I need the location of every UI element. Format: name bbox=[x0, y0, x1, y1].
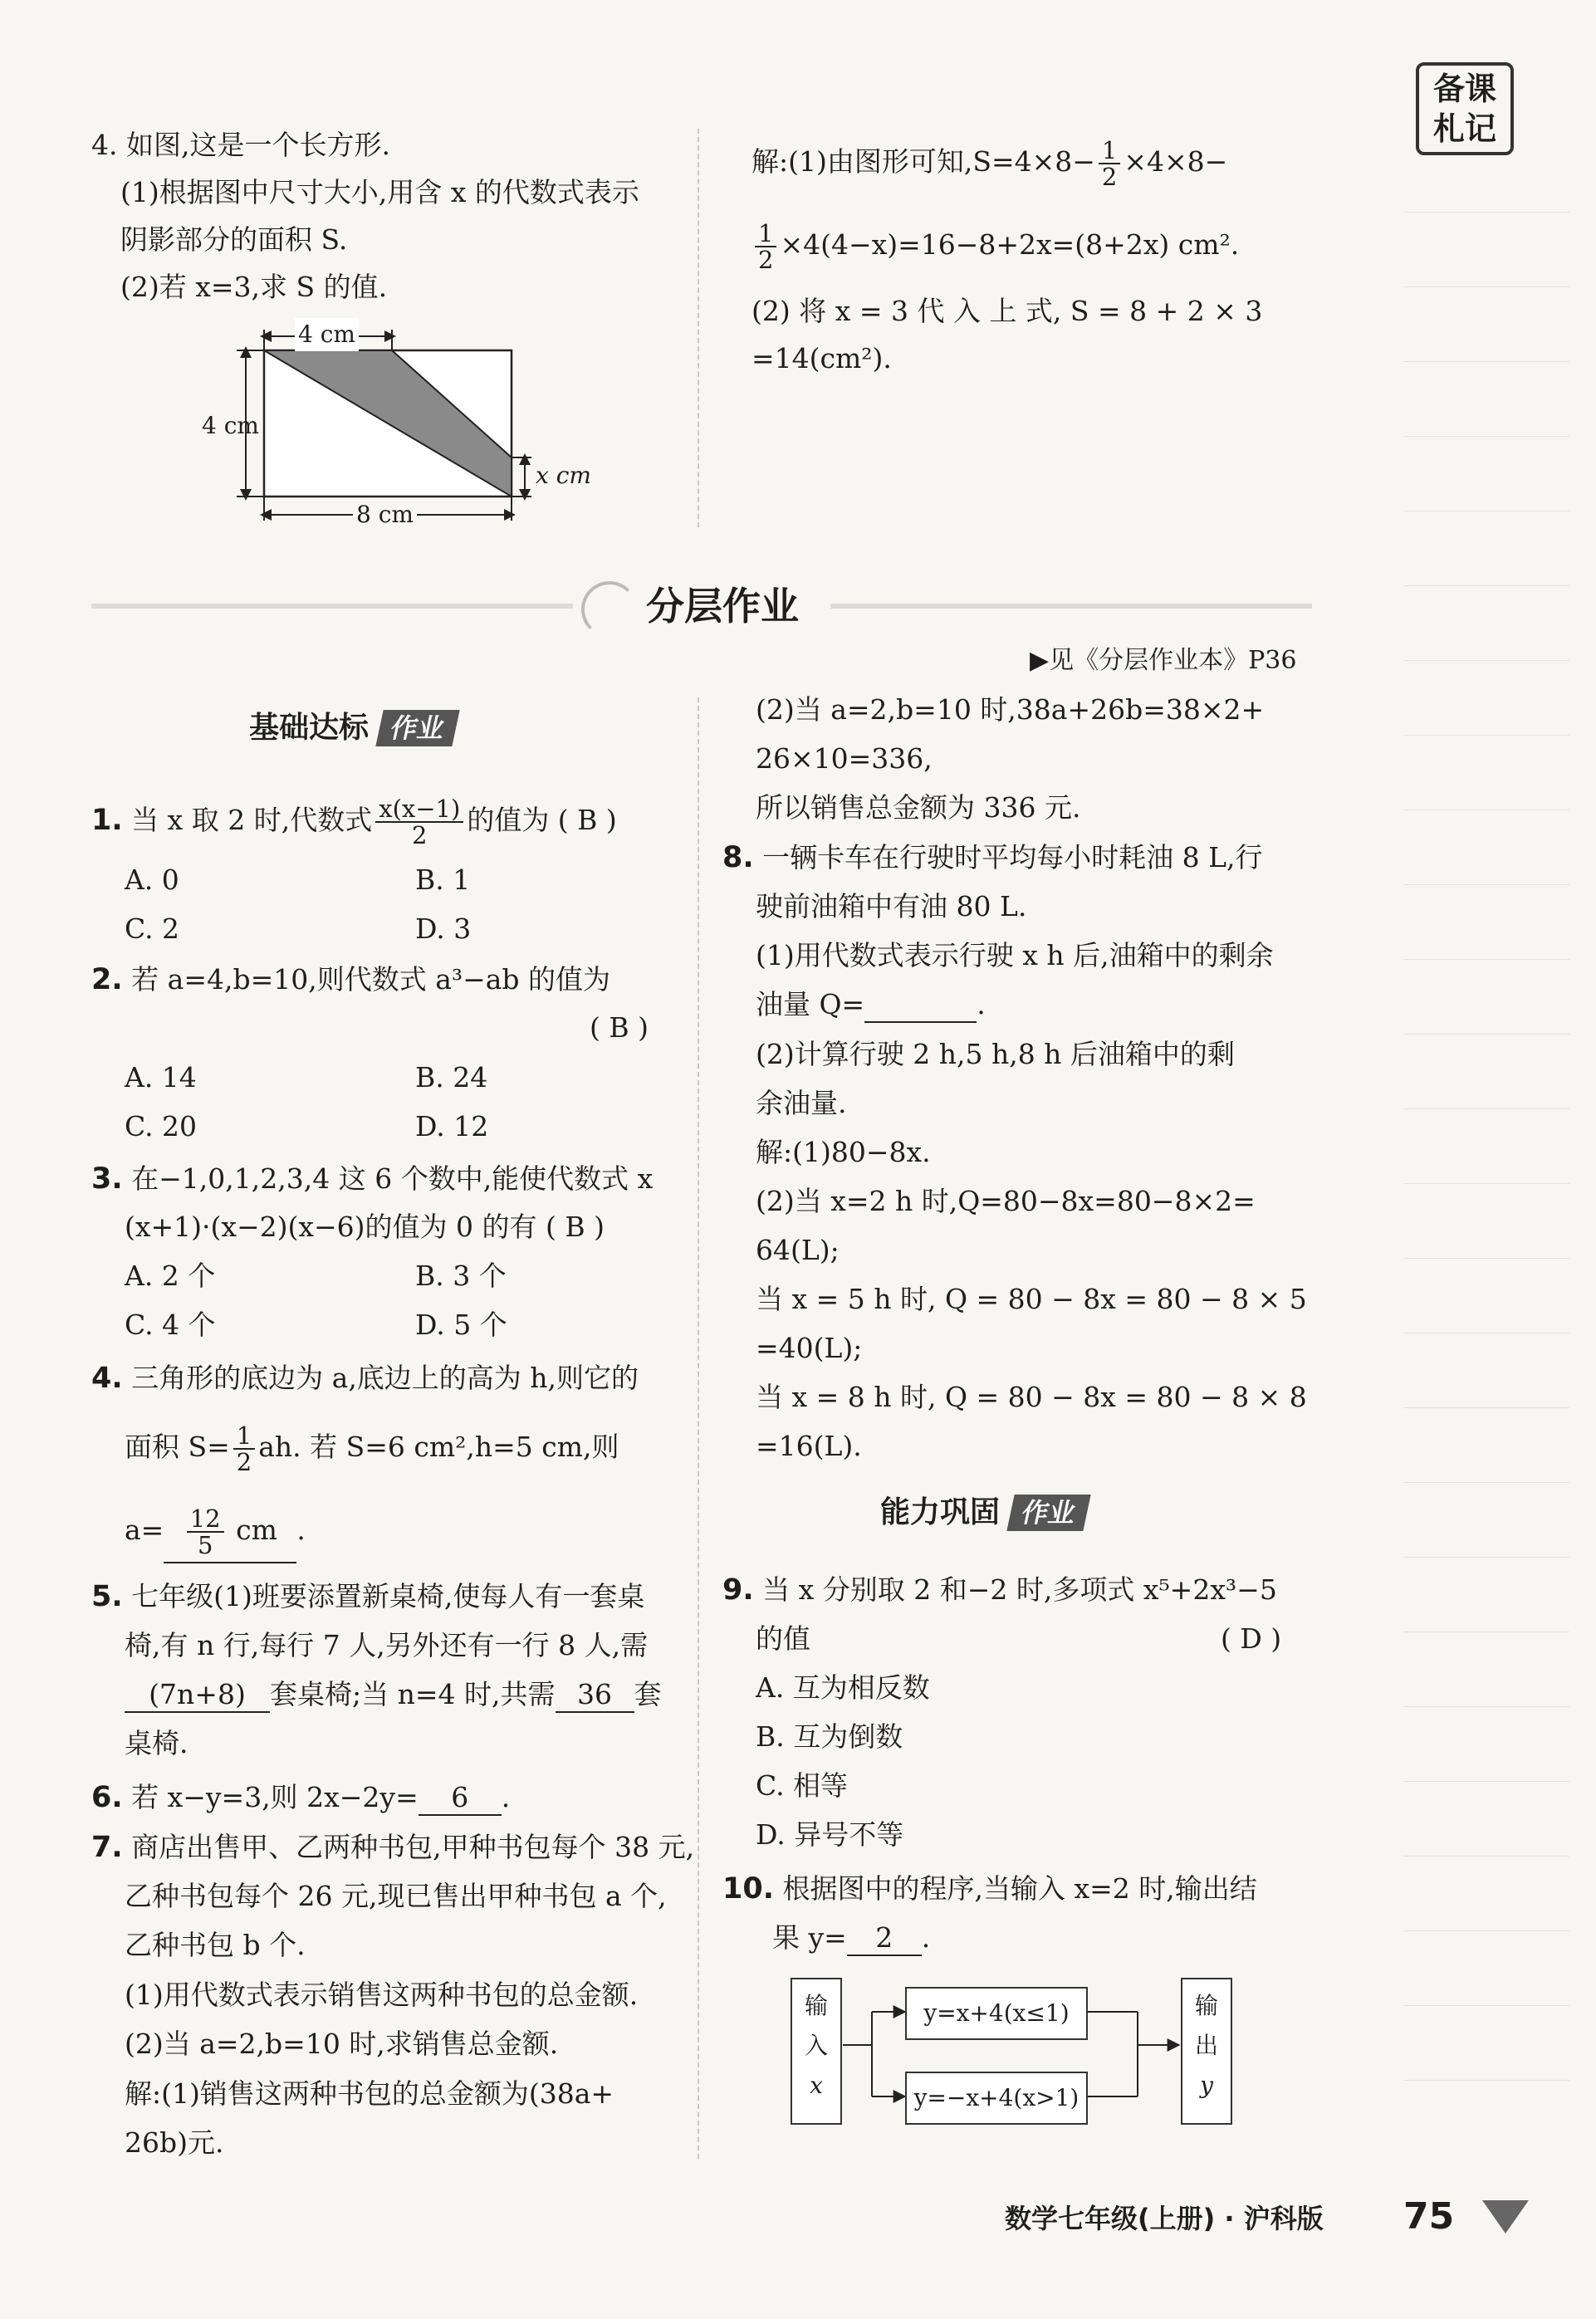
right-q8-line6: 余油量. bbox=[756, 1087, 847, 1119]
right-q8-line1: 8. 一辆卡车在行驶时平均每小时耗油 8 L,行 bbox=[722, 841, 1263, 874]
right-q8-line7: 解:(1)80−8x. bbox=[756, 1136, 931, 1168]
fig-top-label: 4 cm bbox=[295, 318, 359, 351]
basic-q7-line5: (2)当 a=2,b=10 时,求销售总金额. bbox=[125, 2028, 559, 2060]
basic-q3-line2: (x+1)·(x−2)(x−6)的值为 0 的有 ( B ) bbox=[125, 1211, 605, 1243]
right-q9-line1: 9. 当 x 分别取 2 和−2 时,多项式 x⁵+2x³−5 bbox=[722, 1573, 1277, 1607]
right-q8-line3: (1)用代数式表示行驶 x h 后,油箱中的剩余 bbox=[756, 939, 1274, 971]
q2-option-a: A. 14 bbox=[125, 1061, 197, 1093]
right-q8-line12: 当 x = 8 h 时, Q = 80 − 8x = 80 − 8 × 8 bbox=[756, 1381, 1307, 1413]
q5-blank-2: 36 bbox=[556, 1678, 634, 1713]
stamp-line-2: 札记 bbox=[1432, 110, 1496, 147]
basic-q1: 1. 当 x 取 2 时,代数式 $\frac{x(x-1)}{2}$ 的值为 ( B ) bbox=[91, 795, 617, 849]
basic-q5-line2: 椅,有 n 行,每行 7 人,另外还有一行 8 人,需 bbox=[125, 1629, 649, 1661]
basic-q7-line2: 乙种书包每个 26 元,现已售出甲种书包 a 个, bbox=[125, 1880, 667, 1912]
column-divider-main bbox=[698, 697, 699, 2159]
basic-q7-line6: 解:(1)销售这两种书包的总金额为(38a+ bbox=[125, 2077, 614, 2110]
fraction-half-2: $\frac{1}{2}$ bbox=[755, 221, 776, 272]
margin-stamp bbox=[1416, 62, 1514, 155]
corner-arrow-icon bbox=[1482, 2200, 1529, 2233]
basic-q7-line3: 乙种书包 b 个. bbox=[125, 1929, 306, 1961]
top-q4-line2: (1)根据图中尺寸大小,用含 x 的代数式表示 bbox=[120, 176, 639, 208]
q1-option-b: B. 1 bbox=[415, 864, 471, 896]
q1-fraction: $\frac{x(x-1)}{2}$ bbox=[375, 796, 463, 848]
q2-option-d: D. 12 bbox=[415, 1110, 489, 1142]
basic-q7-line4: (1)用代数式表示销售这两种书包的总金额. bbox=[125, 1979, 639, 2011]
column-divider-top bbox=[698, 129, 699, 527]
basic-q7-line1: 7. 商店出售甲、乙两种书包,甲种书包每个 38 元, bbox=[91, 1831, 695, 1864]
fig-right-label: x cm bbox=[536, 462, 591, 489]
flow-branch-2: y=−x+4(x>1) bbox=[905, 2072, 1088, 2125]
fig-left-label: 4 cm bbox=[202, 412, 259, 439]
q4-half: $\frac{1}{2}$ bbox=[233, 1423, 255, 1475]
basic-header bbox=[249, 707, 456, 749]
right-q8-line9: 64(L); bbox=[756, 1234, 840, 1266]
basic-q7-line7: 26b)元. bbox=[125, 2126, 224, 2159]
q3-option-c: C. 4 个 bbox=[125, 1309, 216, 1341]
right-q10-line1: 10. 根据图中的程序,当输入 x=2 时,输出结 bbox=[722, 1872, 1257, 1906]
q4-answer-blank: $\frac{12}{5}$ cm bbox=[164, 1499, 296, 1563]
q1-option-c: C. 2 bbox=[125, 912, 180, 945]
q7-cont-line2: 26×10=336, bbox=[756, 742, 933, 775]
q9-answer: ( D ) bbox=[1221, 1622, 1282, 1655]
flow-output-box: 输 出 y bbox=[1181, 1978, 1232, 2125]
q3-option-d: D. 5 个 bbox=[415, 1309, 507, 1341]
top-sol-line4: =14(cm²). bbox=[751, 342, 892, 374]
section-ref: ▶见《分层作业本》P36 bbox=[1030, 646, 1297, 675]
q2-option-b: B. 24 bbox=[415, 1061, 488, 1093]
basic-q2: 2. 若 a=4,b=10,则代数式 a³−ab 的值为 bbox=[91, 963, 611, 996]
q2-option-c: C. 20 bbox=[125, 1110, 198, 1142]
right-q10-line2: 果 y= 2 . bbox=[772, 1921, 930, 1956]
basic-q5-line1: 5. 七年级(1)班要添置新桌椅,使每人有一套桌 bbox=[91, 1580, 645, 1613]
top-q4-line1: 4. 如图,这是一个长方形. bbox=[91, 129, 390, 161]
q8-blank bbox=[864, 988, 977, 1023]
flow-branch-1: y=x+4(x≤1) bbox=[905, 1987, 1088, 2040]
basic-q4-line2: 面积 S= $\frac{1}{2}$ ah. 若 S=6 cm²,h=5 cm,则 bbox=[125, 1421, 619, 1476]
basic-header-tag: 作业 bbox=[375, 710, 459, 746]
q9-option-c: C. 相等 bbox=[756, 1769, 849, 1802]
basic-q4-line1: 4. 三角形的底边为 a,底边上的高为 h,则它的 bbox=[91, 1362, 639, 1395]
fig-bottom-label: 8 cm bbox=[353, 498, 417, 531]
q9-option-b: B. 互为倒数 bbox=[756, 1720, 903, 1753]
top-sol-line3: (2) 将 x = 3 代 入 上 式, S = 8 + 2 × 3 bbox=[751, 295, 1263, 327]
right-q8-line8: (2)当 x=2 h 时,Q=80−8x=80−8×2= bbox=[756, 1185, 1256, 1217]
right-q8-line2: 驶前油箱中有油 80 L. bbox=[756, 890, 1027, 922]
q1-option-d: D. 3 bbox=[415, 912, 472, 945]
right-q8-line13: =16(L). bbox=[756, 1430, 862, 1462]
stamp-line-1: 备课 bbox=[1432, 71, 1496, 107]
flow-input-box: 输 入 x bbox=[791, 1978, 842, 2125]
q7-cont-line3: 所以销售总金额为 336 元. bbox=[756, 791, 1081, 824]
q9-option-a: A. 互为相反数 bbox=[756, 1671, 930, 1704]
basic-q6: 6. 若 x−y=3,则 2x−2y= 6 . bbox=[91, 1781, 511, 1814]
top-q4-line3: 阴影部分的面积 S. bbox=[120, 223, 348, 256]
right-q9-line2: 的值 bbox=[756, 1622, 810, 1655]
ability-header-main: 能力巩固 bbox=[880, 1495, 1001, 1529]
top-sol-line2: $\frac{1}{2}$ ×4(4−x)=16−8+2x=(8+2x) cm². bbox=[751, 216, 1239, 274]
right-q8-line4: 油量 Q= . bbox=[756, 988, 986, 1023]
q7-cont-line1: (2)当 a=2,b=10 时,38a+26b=38×2+ bbox=[756, 693, 1265, 726]
right-q8-line11: =40(L); bbox=[756, 1332, 863, 1364]
q1-option-a: A. 0 bbox=[125, 864, 179, 896]
page-number: 75 bbox=[1403, 2195, 1455, 2238]
basic-q5-line4: 桌椅. bbox=[125, 1727, 188, 1759]
fraction-half: $\frac{1}{2}$ bbox=[1099, 138, 1120, 189]
ability-header bbox=[880, 1492, 1087, 1534]
q2-answer: ( B ) bbox=[590, 1011, 649, 1044]
ability-header-tag: 作业 bbox=[1006, 1495, 1090, 1531]
q6-blank: 6 bbox=[419, 1781, 502, 1816]
q9-option-d: D. 异号不等 bbox=[756, 1818, 904, 1851]
q10-blank: 2 bbox=[847, 1921, 922, 1956]
basic-q3-line1: 3. 在−1,0,1,2,3,4 这 6 个数中,能使代数式 x bbox=[91, 1162, 654, 1196]
right-q8-line10: 当 x = 5 h 时, Q = 80 − 8x = 80 − 8 × 5 bbox=[756, 1283, 1307, 1315]
section-title: 分层作业 bbox=[646, 584, 799, 629]
basic-header-main: 基础达标 bbox=[249, 711, 370, 745]
footer-book-title: 数学七年级(上册) · 沪科版 bbox=[1005, 2203, 1324, 2234]
q3-option-b: B. 3 个 bbox=[415, 1260, 507, 1292]
q5-blank-1: (7n+8) bbox=[125, 1678, 270, 1713]
banner-swirl-icon bbox=[581, 581, 638, 638]
top-sol-line1: 解:(1)由图形可知,S=4×8− $\frac{1}{2}$ ×4×8− bbox=[751, 136, 1228, 191]
basic-q5-line3: (7n+8) 套桌椅;当 n=4 时,共需 36 套 bbox=[125, 1678, 662, 1713]
right-q8-line5: (2)计算行驶 2 h,5 h,8 h 后油箱中的剩 bbox=[756, 1038, 1235, 1070]
top-q4-line4: (2)若 x=3,求 S 的值. bbox=[120, 271, 388, 303]
q3-option-a: A. 2 个 bbox=[125, 1260, 216, 1292]
basic-q4-line3: a= $\frac{12}{5}$ cm . bbox=[125, 1499, 306, 1563]
